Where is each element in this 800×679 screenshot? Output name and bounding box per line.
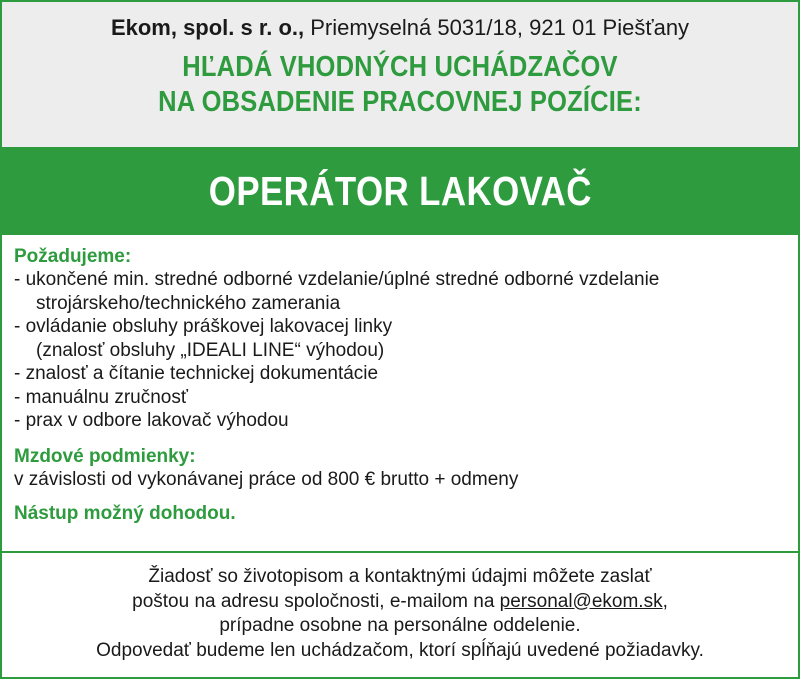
ad-body	[2, 235, 798, 553]
salary-text: v závislosti od vykonávanej práce od 800 € brutto + odmeny	[14, 468, 519, 490]
company-line	[2, 14, 798, 42]
position-title: OPERÁTOR LAKOVAČ	[208, 167, 592, 214]
requirement-item: - ukončené min. stredné odborné vzdelanie/úplné stredné odborné vzdelanie strojárskeho/technického zamerania	[14, 269, 660, 314]
start-date-text: Nástup možný dohodou.	[14, 502, 236, 524]
footer-line-2: poštou na adresu spoločnosti, e-mailom na personal@ekom.sk,	[132, 590, 668, 612]
headline-line-1: HĽADÁ VHODNÝCH UCHÁDZAČOV	[182, 51, 618, 83]
company-name: Ekom, spol. s r. o.,	[110, 15, 305, 40]
requirement-item: - znalosť a čítanie technickej dokumentácie	[14, 363, 379, 384]
position-banner	[2, 147, 798, 235]
ad-header	[2, 2, 798, 147]
footer-line-4: Odpovedať budeme len uchádzačom, ktorí spĺňajú uvedené požiadavky.	[96, 639, 704, 661]
footer-line-3: prípadne osobne na personálne oddelenie.	[219, 615, 581, 636]
salary-title: Mzdové podmienky:	[14, 445, 196, 467]
company-address: Priemyselná 5031/18, 921 01 Piešťany	[310, 15, 690, 40]
requirement-item: - manuálnu zručnosť	[14, 386, 188, 408]
ad-footer	[2, 553, 798, 663]
requirements-list	[14, 268, 788, 433]
requirement-item: - prax v odbore lakovač výhodou	[14, 410, 289, 431]
requirements-title: Požadujeme:	[14, 246, 132, 267]
email-link[interactable]: personal@ekom.sk	[499, 590, 663, 612]
footer-line-1: Žiadosť so životopisom a kontaktnými údajmi môžete zaslať	[148, 566, 652, 587]
requirement-item: - ovládanie obsluhy práškovej lakovacej linky (znalosť obsluhy „IDEALI LINE“ výhodou)	[14, 316, 393, 361]
headline-line-2: NA OBSADENIE PRACOVNEJ POZÍCIE:	[158, 86, 642, 118]
